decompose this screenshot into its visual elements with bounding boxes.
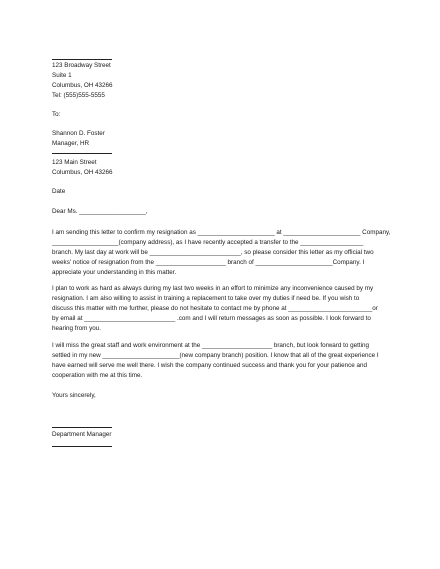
sender-tel: Tel: (555)555-5555 xyxy=(52,92,105,99)
paragraph-line: by email at __________________________ .com and I will return messages as soon as possible. I look forward to xyxy=(52,315,371,322)
paragraph-line: settled in my new ______________________(new company branch) position. I know that all of the great experience I xyxy=(52,352,379,359)
paragraph-2 xyxy=(52,284,378,334)
paragraph-3 xyxy=(52,341,379,381)
paragraph-line: discuss this matter with me further, please do not hesitate to contact me by phone at ________________________or xyxy=(52,305,378,312)
sender-address xyxy=(52,61,113,101)
paragraph-line: branch. My last day at work will be __________________________, so please consider this letter as my official two xyxy=(52,249,374,256)
top-signature-rule xyxy=(52,59,112,60)
paragraph-line: I plan to work as hard as always during my last two weeks in an effort to minimize any inconvenience caused by my xyxy=(52,285,374,292)
recipient-address xyxy=(52,158,113,178)
paragraph-1 xyxy=(52,228,390,278)
paragraph-line: I am sending this letter to confirm my resignation as ______________________ at ______________________ Company, xyxy=(52,229,391,236)
recipient-name: Shannon D. Foster xyxy=(52,130,105,137)
date-label: Date xyxy=(52,188,66,195)
recipient-title: Manager, HR xyxy=(52,140,90,147)
recipient-city: Columbus, OH 43266 xyxy=(52,169,113,176)
to-label: To: xyxy=(52,111,61,118)
closing: Yours sincerely, xyxy=(52,392,96,399)
recipient-rule xyxy=(52,153,112,154)
recipient-block xyxy=(52,129,105,149)
bottom-rule xyxy=(52,446,112,447)
paragraph-line: ___________________(company address), as I have recently accepted a transfer to the __________________ xyxy=(52,239,364,246)
paragraph-line: appreciate your understanding in this matter. xyxy=(52,269,177,276)
paragraph-line: weeks' notice of resignation from the ____________________ branch of ______________________Company. I xyxy=(52,259,365,266)
paragraph-line: have earned will serve me well there. I wish the company continued success and thank you for your patience and xyxy=(52,362,368,369)
signature-rule xyxy=(52,427,112,428)
paragraph-line: cooperation with me at this time. xyxy=(52,372,143,379)
sender-suite: Suite 1 xyxy=(52,72,72,79)
sender-city: Columbus, OH 43266 xyxy=(52,82,113,89)
paragraph-line: resignation. I am also willing to assist in training a replacement to take over my duties if need be. If you wish to xyxy=(52,295,360,302)
recipient-street: 123 Main Street xyxy=(52,159,97,166)
signature-title: Department Manager xyxy=(52,431,112,438)
paragraph-line: hearing from you. xyxy=(52,325,102,332)
paragraph-line: I will miss the great staff and work environment at the ____________________ branch, but look forward to getting xyxy=(52,342,370,349)
sender-street: 123 Broadway Street xyxy=(52,62,111,69)
salutation: Dear Ms. ___________________, xyxy=(52,208,148,215)
